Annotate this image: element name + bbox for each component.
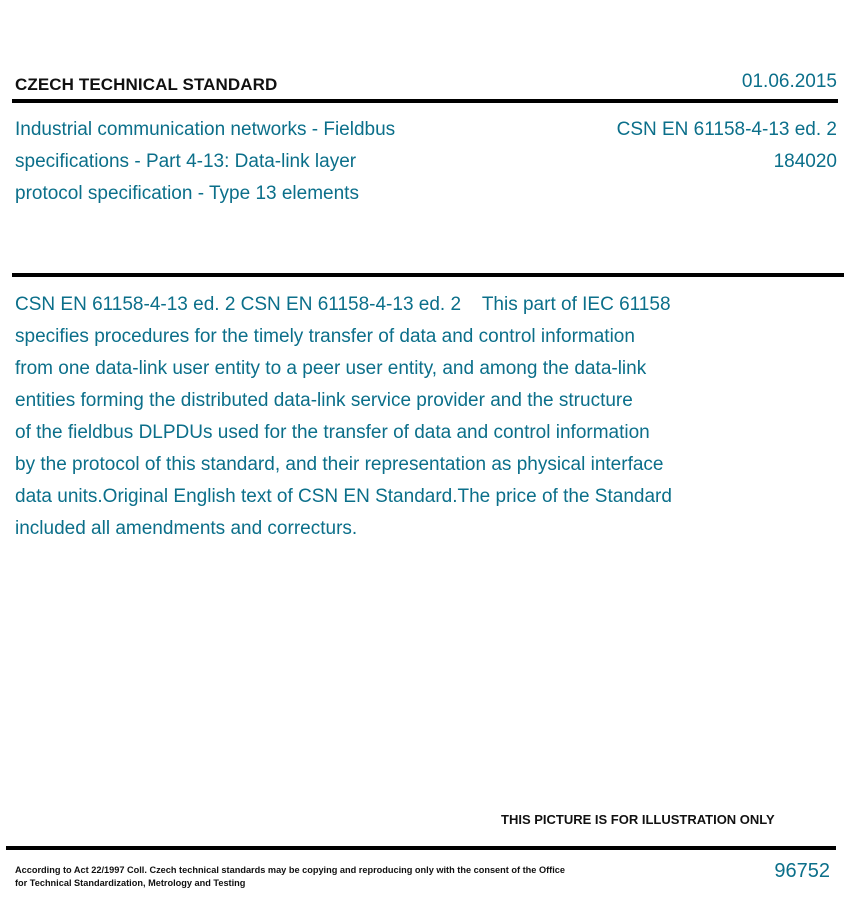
header-divider: [12, 99, 838, 103]
title-line: Industrial communication networks - Fieldbus: [15, 119, 396, 140]
standard-designation: CSN EN 61158-4-13 ed. 2: [616, 119, 837, 140]
legal-notice: [15, 864, 605, 890]
abstract-line: by the protocol of this standard, and their representation as physical interface: [15, 454, 664, 475]
abstract-text: [15, 289, 805, 545]
footer-divider: [6, 846, 836, 850]
class-number: 184020: [773, 151, 837, 172]
abstract-line: from one data-link user entity to a peer user entity, and among the data-link: [15, 358, 647, 379]
illustration-disclaimer: THIS PICTURE IS FOR ILLUSTRATION ONLY: [501, 812, 775, 827]
abstract-line: data units.Original English text of CSN EN Standard.The price of the Standard: [15, 486, 672, 507]
document-type-label: CZECH TECHNICAL STANDARD: [15, 75, 278, 94]
abstract-line: entities forming the distributed data-link service provider and the structure: [15, 390, 633, 411]
abstract-line: of the fieldbus DLPDUs used for the transfer of data and control information: [15, 422, 650, 443]
publication-date: 01.06.2015: [741, 71, 837, 92]
title-line: protocol specification - Type 13 elements: [15, 183, 359, 204]
legal-line: for Technical Standardization, Metrology and Testing: [15, 878, 246, 888]
abstract-line: specifies procedures for the timely transfer of data and control information: [15, 326, 635, 347]
title-line: specifications - Part 4-13: Data-link layer: [15, 151, 357, 172]
abstract-line: included all amendments and correcturs.: [15, 518, 358, 539]
standard-title: [15, 114, 495, 210]
abstract-line: CSN EN 61158-4-13 ed. 2 CSN EN 61158-4-13 ed. 2 This part of IEC 61158: [15, 294, 671, 315]
standard-identifiers: [617, 114, 837, 178]
section-divider: [12, 273, 844, 277]
catalog-number: 96752: [774, 860, 830, 882]
legal-line: According to Act 22/1997 Coll. Czech technical standards may be copying and reproducing only with the consent of the Office: [15, 865, 565, 875]
